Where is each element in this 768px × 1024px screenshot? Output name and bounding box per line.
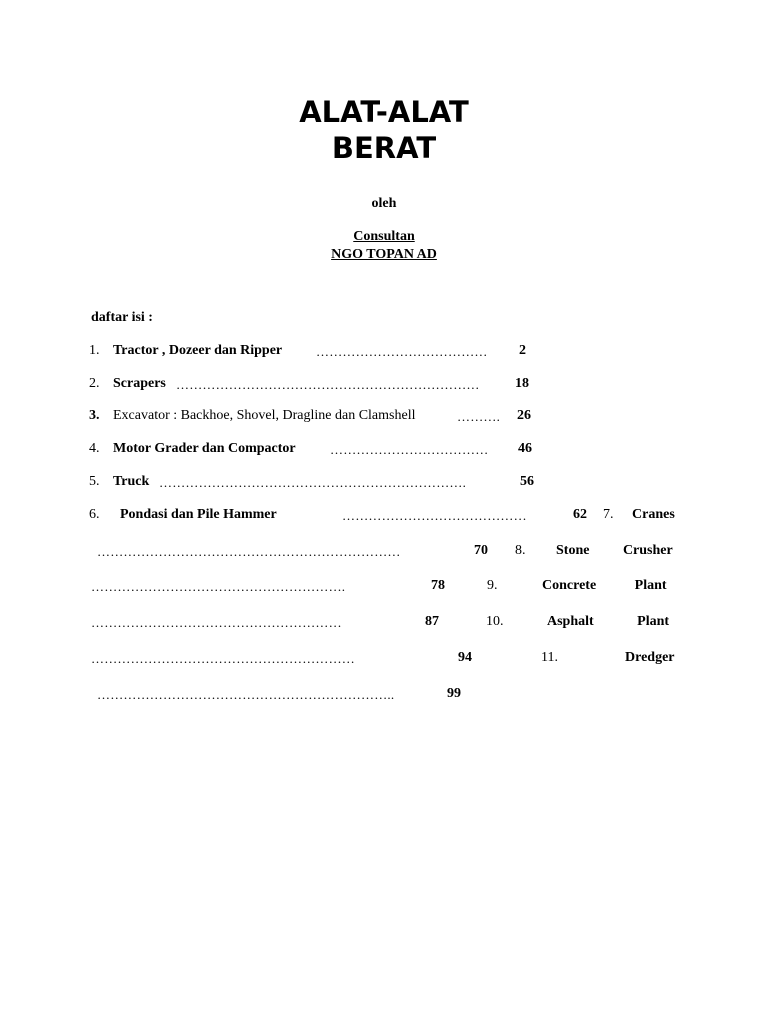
- toc-page-number: 99: [447, 686, 461, 701]
- toc-entry-label: Truck: [113, 474, 150, 489]
- toc-entry-label: Dredger: [625, 650, 675, 665]
- toc-number: 7.: [603, 507, 614, 522]
- toc-leader-dots: …………………………………: [316, 344, 488, 359]
- toc-entry-label: Stone Crusher: [556, 543, 673, 558]
- toc-leader-dots: ……………………………………………………: [91, 651, 355, 666]
- toc-page-number: 62: [573, 507, 587, 522]
- toc-page-number: 56: [520, 474, 534, 489]
- author-line1: Consultan: [353, 229, 415, 244]
- author-line2: NGO TOPAN AD: [331, 247, 437, 262]
- toc-entry-label: Concrete Plant: [542, 578, 667, 593]
- toc-leader-dots: …………………………………………………………..: [97, 687, 395, 702]
- toc-entry-label: Asphalt Plant: [547, 614, 670, 629]
- toc-entry-label: Tractor , Dozeer dan Ripper: [113, 343, 283, 358]
- toc-leader-dots: ……………………………………: [342, 508, 527, 523]
- toc-page-number: 26: [517, 408, 531, 423]
- toc-page-number: 2: [519, 343, 526, 358]
- toc-number: 9.: [487, 578, 498, 593]
- toc-page-number: 70: [474, 543, 488, 558]
- toc-number: 3.: [89, 408, 100, 423]
- toc-number: 2.: [89, 376, 100, 391]
- toc-heading: daftar isi :: [91, 310, 153, 325]
- toc-entry-label: Motor Grader dan Compactor: [113, 441, 296, 456]
- toc-number: 5.: [89, 474, 100, 489]
- toc-number: 6.: [89, 507, 100, 522]
- toc-leader-dots: ………………………………………………….: [91, 579, 346, 594]
- toc-entry-label: Excavator : Backhoe, Shovel, Dragline dan Clamshell: [113, 408, 416, 423]
- toc-number: 4.: [89, 441, 100, 456]
- toc-leader-dots: …………………………………………………: [91, 615, 342, 630]
- toc-leader-dots: ……………………………………………………………: [97, 544, 401, 559]
- toc-page-number: 87: [425, 614, 439, 629]
- toc-number: 11.: [541, 650, 558, 665]
- toc-leader-dots: ………………………………: [330, 442, 489, 457]
- toc-leader-dots: ……………………………………………………………: [176, 377, 480, 392]
- toc-number: 8.: [515, 543, 526, 558]
- toc-number: 10.: [486, 614, 504, 629]
- toc-page-number: 94: [458, 650, 472, 665]
- toc-page-number: 78: [431, 578, 445, 593]
- document-title-line2: BERAT: [331, 131, 437, 165]
- toc-page-number: 46: [518, 441, 532, 456]
- toc-entry-label: Cranes: [632, 507, 675, 522]
- byline: oleh: [371, 196, 397, 211]
- toc-number: 1.: [89, 343, 100, 358]
- toc-entry-label: Scrapers: [113, 376, 166, 391]
- document-title-line1: ALAT-ALAT: [299, 95, 469, 129]
- toc-leader-dots: …………………………………………………………….: [159, 475, 467, 490]
- toc-leader-dots: ……….: [457, 409, 501, 424]
- toc-page-number: 18: [515, 376, 529, 391]
- toc-entry-label: Pondasi dan Pile Hammer: [120, 507, 277, 522]
